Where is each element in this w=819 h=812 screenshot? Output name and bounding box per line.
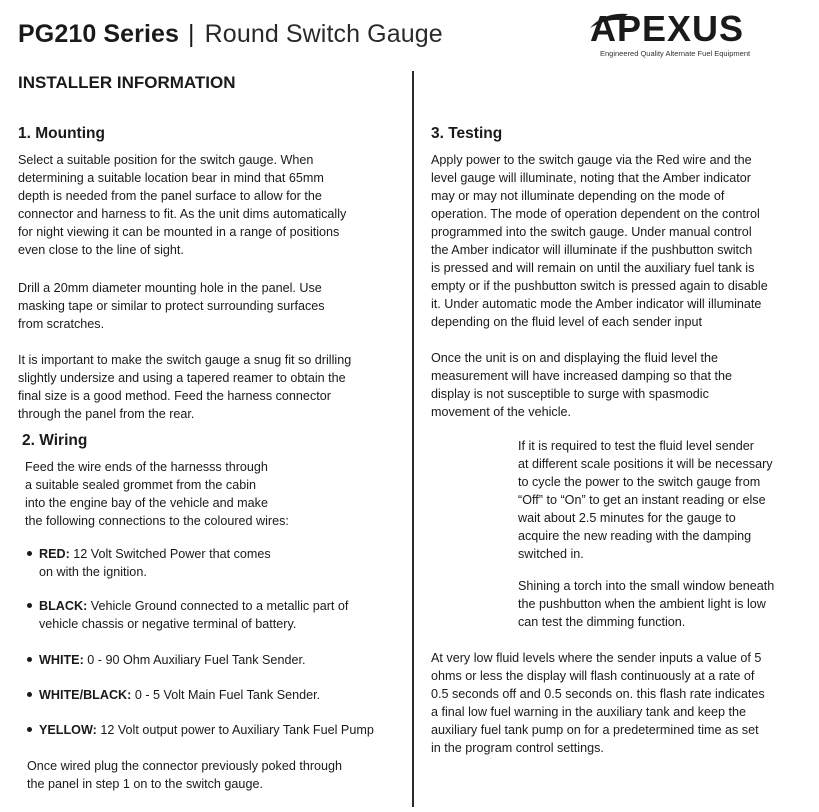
testing-para-1: Apply power to the switch gauge via the Red wire and the level gauge will illuminate, noting that the Amber indicator may or may not illuminate depending on the mode of operation. The mode of operation dependent on the control programmed into the switch gauge. Under manual control the Amber indicator will illuminate if the pushbutton switch is pressed and will remain on until the auxiliary fuel tank is empty or if the pushbutton switch is pressed again to disable it. Under automatic mode the Amber indicator will illuminate depending on the fluid level of each sender input [431,153,768,329]
wire-bullet-white-black: WHITE/BLACK: 0 - 5 Volt Main Fuel Tank Sender. [27,686,320,704]
logo-wordmark: APEXUS [590,8,745,49]
section-title: INSTALLER INFORMATION [18,73,236,92]
mounting-heading: 1. Mounting [18,125,105,142]
bullet-dot-icon [27,551,32,556]
page-title [18,20,443,49]
wire-bullet-red: RED: 12 Volt Switched Power that comes on with the ignition. [27,545,271,581]
wiring-heading: 2. Wiring [22,432,88,449]
mounting-para-1: Select a suitable position for the switch gauge. When determining a suitable location bear in mind that 65mm depth is needed from the panel surface to allow for the connector and harness to fit. As the unit dims automatically for night viewing it can be mounted in a range of positions even close to the line of sight. [18,153,347,257]
testing-heading: 3. Testing [431,125,503,142]
column-divider [412,71,414,807]
bullet-dot-icon [27,727,32,732]
wiring-intro: Feed the wire ends of the harnesss through a suitable sealed grommet from the cabin into the engine bay of the vehicle and make the following connections to the coloured wires: [25,460,289,528]
testing-para-4: Shining a torch into the small window beneath the pushbutton when the ambient light is low can test the dimming function. [518,579,775,629]
testing-para-3: If it is required to test the fluid level sender at different scale positions it will be necessary to cycle the power to the switch gauge from “Off” to “On” to get an instant reading or else wait about 2.5 minutes for the gauge to acquire the new reading with the damping switched in. [518,439,773,561]
title-separator: | [188,20,195,48]
apexus-logo [588,6,794,61]
logo-tagline: Engineered Quality Alternate Fuel Equipment [600,49,751,58]
product-name: Round Switch Gauge [204,20,443,48]
testing-para-5: At very low fluid levels where the sender inputs a value of 5 ohms or less the display will flash continuously at a rate of 0.5 seconds off and 0.5 seconds on. this flash rate indicates a final low fuel warning in the auxiliary tank and keep the auxiliary fuel tank pump on for a predetermined time as set in the program control settings. [431,651,765,755]
mounting-para-2: Drill a 20mm diameter mounting hole in the panel. Use masking tape or similar to protect surrounding surfaces from scratches. [18,281,325,331]
wiring-outro: Once wired plug the connector previously poked through the panel in step 1 on to the switch gauge. [27,759,343,791]
bullet-dot-icon [27,692,32,697]
testing-para-2: Once the unit is on and displaying the fluid level the measurement will have increased damping so that the display is not susceptible to surge with spasmodic movement of the vehicle. [431,351,733,419]
wire-bullet-white: WHITE: 0 - 90 Ohm Auxiliary Fuel Tank Sender. [27,651,305,669]
bullet-dot-icon [27,603,32,608]
mounting-para-3: It is important to make the switch gauge a snug fit so drilling slightly undersize and using a tapered reamer to obtain the final size is a good method. Feed the harness connector through the panel from the rear. [18,353,352,421]
wire-bullet-black: BLACK: Vehicle Ground connected to a metallic part of vehicle chassis or negative terminal of battery. [27,597,348,633]
series-name: PG210 Series [18,20,180,48]
wire-bullet-yellow: YELLOW: 12 Volt output power to Auxiliary Tank Fuel Pump [27,721,374,739]
bullet-dot-icon [27,657,32,662]
